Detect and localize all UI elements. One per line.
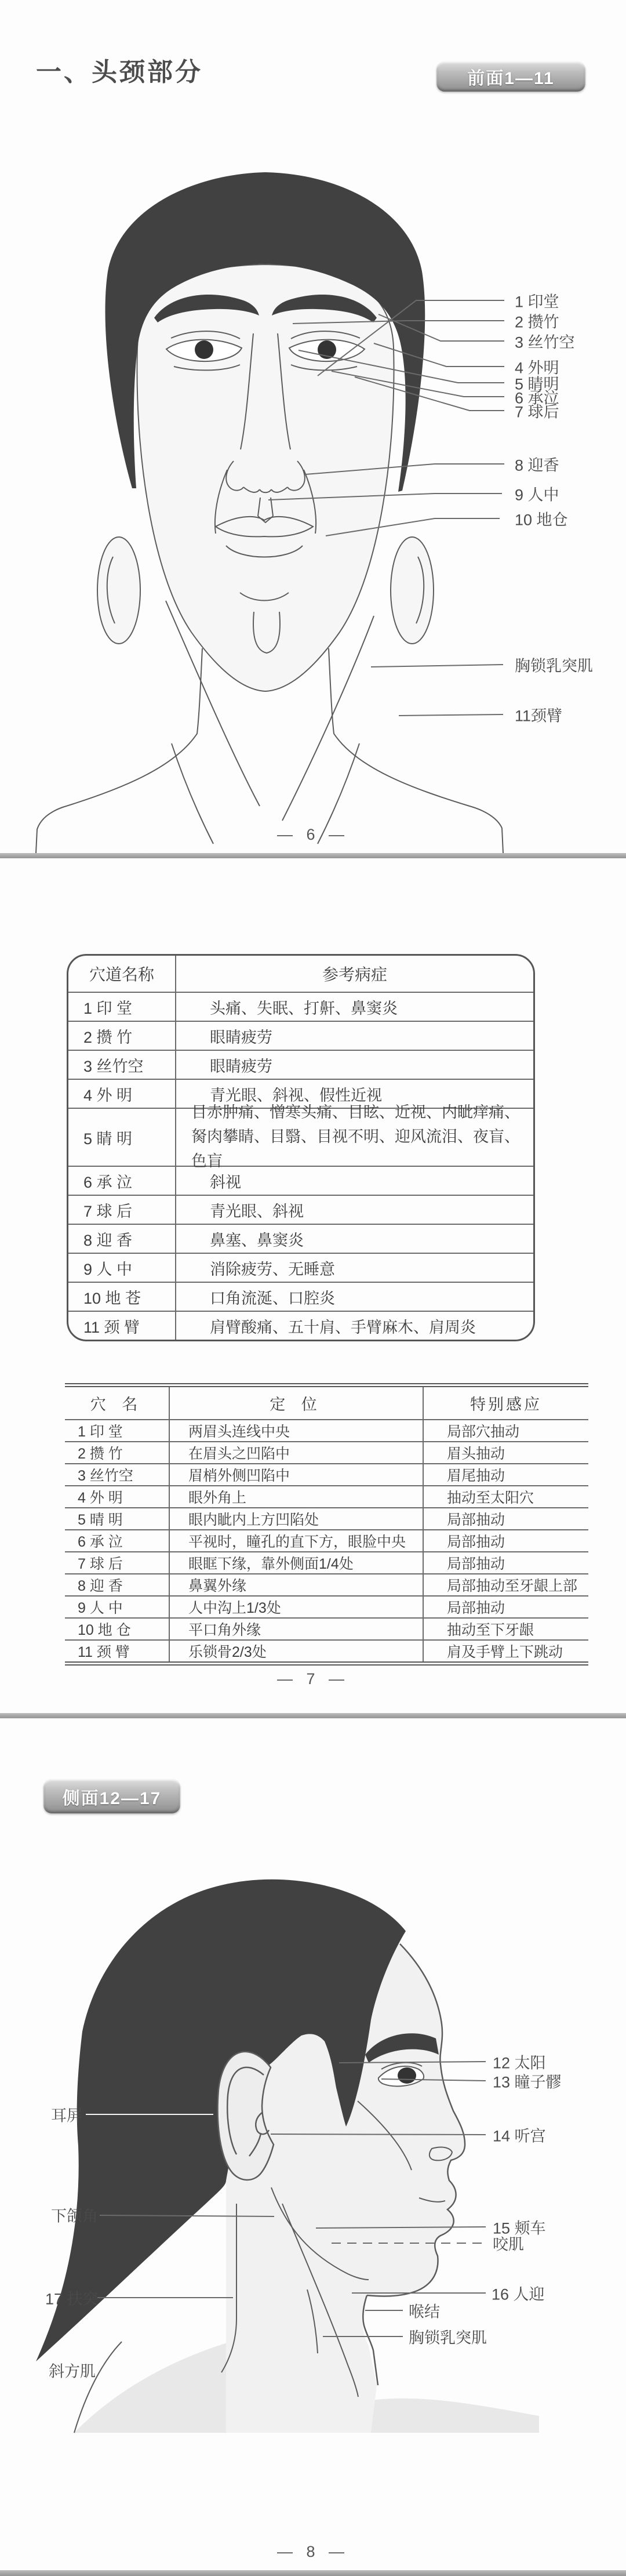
cell-symptoms: 眼睛疲劳 [210, 1028, 272, 1046]
location-table-header [65, 1387, 588, 1419]
table-row [68, 1050, 533, 1079]
header-cell: 定 位 [170, 1387, 424, 1419]
figure-label: 13 瞳子髎 [493, 2073, 562, 2091]
cell-point: 10 地 苍 [68, 1283, 176, 1311]
figure-label: 12 太阳 [493, 2054, 546, 2072]
cell-point: 11 颈 臂 [68, 1312, 176, 1340]
table-row [68, 1195, 533, 1224]
header-cell: 参考病症 [322, 966, 387, 984]
cell-point: 3 丝竹空 [65, 1464, 170, 1485]
cell-sensation: 局部抽动 [447, 1556, 505, 1572]
cell-sensation: 局部抽动 [447, 1600, 505, 1616]
table-row [68, 1311, 533, 1340]
figure-label: 5 睛明 [515, 375, 559, 393]
cell-symptoms: 目赤肿痛、憎寒头痛、目眩、近视、内眦痒痛、胬肉攀睛、目翳、目视不明、迎风流泪、夜盲、色盲 [191, 1104, 520, 1170]
table-row [65, 1595, 588, 1617]
page-number: — 8 — [276, 2543, 350, 2560]
cell-symptoms: 鼻塞、鼻窦炎 [210, 1231, 304, 1249]
figure-label: 1 印堂 [515, 293, 559, 311]
cell-symptoms: 青光眼、斜视、假性近视 [210, 1086, 382, 1104]
cell-sensation: 局部穴抽动 [447, 1424, 520, 1440]
figure-label: 4 外明 [515, 359, 559, 377]
cell-point: 1 印 堂 [68, 993, 176, 1021]
cell-location: 眉梢外侧凹陷中 [170, 1464, 424, 1485]
page-divider [0, 853, 626, 858]
cell-sensation: 局部抽动至牙龈上部 [447, 1578, 578, 1594]
figure-label-muscle: 胸锁乳突肌 [515, 657, 593, 675]
cell-symptoms: 消除疲劳、无睡意 [210, 1260, 335, 1278]
page-number: — 7 — [276, 1670, 350, 1688]
cell-point: 2 攒 竹 [68, 1022, 176, 1050]
table-row [65, 1529, 588, 1551]
cell-point: 3 丝竹空 [68, 1051, 176, 1079]
header-cell: 穴道名称 [68, 956, 176, 992]
figure-label: 8 迎香 [515, 456, 559, 474]
cell-point: 6 承 泣 [68, 1167, 176, 1195]
symptom-table [67, 954, 535, 1341]
cell-symptoms: 眼睛疲劳 [210, 1057, 272, 1075]
figure-label: 2 攒竹 [515, 313, 559, 331]
side-view-badge: 侧面12—17 [43, 1779, 180, 1813]
cell-point: 1 印 堂 [65, 1420, 170, 1441]
cell-location: 眼眶下缘，靠外侧面1/4处 [170, 1552, 424, 1573]
front-view-badge: 前面1—11 [436, 61, 585, 92]
header-cell: 穴 名 [65, 1387, 170, 1419]
figure-label: 14 听宫 [493, 2127, 546, 2145]
cell-point: 9 人 中 [68, 1254, 176, 1282]
section-title: 一、头颈部分 [36, 58, 203, 86]
table-row [68, 1253, 533, 1282]
cell-point: 7 球 后 [68, 1196, 176, 1224]
table-row [65, 1639, 588, 1661]
table-row [68, 1104, 533, 1170]
figure-label-muscle: 斜方肌 [49, 2363, 96, 2381]
figure-label: 11颈臂 [515, 707, 563, 725]
cell-location: 平视时，瞳孔的直下方，眼脸中央 [170, 1530, 424, 1551]
figure-label: 17 扶突 [45, 2290, 99, 2308]
cell-location: 在眉头之凹陷中 [170, 1442, 424, 1463]
figure-label: 3 丝竹空 [515, 333, 575, 351]
table-row [65, 1485, 588, 1507]
cell-point: 7 球 后 [65, 1552, 170, 1573]
cell-symptoms: 青光眼、斜视 [210, 1202, 304, 1220]
cell-point: 6 承 泣 [65, 1530, 170, 1551]
cell-symptoms: 肩臂酸痛、五十肩、手臂麻木、肩周炎 [210, 1318, 476, 1336]
page-8 [0, 1718, 626, 2570]
page-7 [0, 858, 626, 1713]
cell-sensation: 抽动至下牙龈 [447, 1622, 534, 1638]
cell-symptoms: 头痛、失眠、打鼾、鼻窦炎 [210, 999, 398, 1017]
cell-point: 8 迎 香 [65, 1574, 170, 1595]
figure-label: 下颌角 [51, 2207, 98, 2225]
symptom-table-header [68, 956, 533, 992]
cell-sensation: 局部抽动 [447, 1534, 505, 1550]
table-row [68, 1166, 533, 1195]
cell-location: 乐锁骨2/3处 [170, 1641, 424, 1661]
figure-label-muscle: 咬肌 [493, 2236, 524, 2254]
cell-point: 5 睛 明 [68, 1109, 176, 1166]
figure-label: 9 人中 [515, 486, 559, 504]
table-row [65, 1441, 588, 1463]
page-number: — 6 — [276, 826, 350, 843]
figure-label: 耳屏 [51, 2107, 82, 2125]
table-row [68, 992, 533, 1021]
page-divider [0, 1713, 626, 1718]
cell-point: 11 颈 臂 [65, 1641, 170, 1661]
figure-label: 6 承泣 [515, 389, 559, 407]
cell-point: 5 晴 明 [65, 1508, 170, 1529]
cell-point: 4 外 明 [65, 1486, 170, 1507]
cell-symptoms: 斜视 [210, 1173, 241, 1191]
cell-location: 人中沟上1/3处 [170, 1597, 424, 1617]
page-divider [0, 2570, 626, 2576]
table-row [68, 1282, 533, 1311]
page-6 [0, 0, 626, 853]
cell-location: 鼻翼外缘 [170, 1574, 424, 1595]
table-row [68, 1224, 533, 1253]
cell-point: 4 外 明 [68, 1080, 176, 1108]
figure-label-muscle: 胸锁乳突肌 [409, 2329, 487, 2347]
cell-location: 两眉头连线中央 [170, 1420, 424, 1441]
cell-sensation: 眉尾抽动 [447, 1468, 505, 1484]
header-cell: 特别感应 [470, 1396, 542, 1413]
table-row [65, 1507, 588, 1529]
table-row [65, 1617, 588, 1639]
location-table [65, 1383, 588, 1666]
cell-sensation: 肩及手臂上下跳动 [447, 1644, 563, 1660]
figure-label: 10 地仓 [515, 511, 568, 529]
figure-label: 16 人迎 [492, 2285, 545, 2303]
cell-location: 眼内眦内上方凹陷处 [170, 1508, 424, 1529]
figure-label: 15 颊车 [493, 2219, 546, 2237]
cell-location: 眼外角上 [170, 1486, 424, 1507]
table-row [65, 1573, 588, 1595]
cell-sensation: 眉头抽动 [447, 1446, 505, 1462]
face-outline [137, 264, 394, 691]
cell-point: 8 迎 香 [68, 1225, 176, 1253]
figure-label: 喉结 [409, 2303, 440, 2321]
table-row [65, 1419, 588, 1441]
table-row [65, 1463, 588, 1485]
figure-label: 7 球后 [515, 403, 559, 421]
table-row [65, 1551, 588, 1573]
cell-point: 10 地 仓 [65, 1619, 170, 1639]
cell-point: 2 攒 竹 [65, 1442, 170, 1463]
cell-location: 平口角外缘 [170, 1619, 424, 1639]
table-row [68, 1021, 533, 1050]
cell-point: 9 人 中 [65, 1597, 170, 1617]
cell-symptoms: 口角流涎、口腔炎 [210, 1289, 335, 1307]
cell-sensation: 抽动至太阳穴 [447, 1490, 534, 1506]
cell-sensation: 局部抽动 [447, 1512, 505, 1528]
